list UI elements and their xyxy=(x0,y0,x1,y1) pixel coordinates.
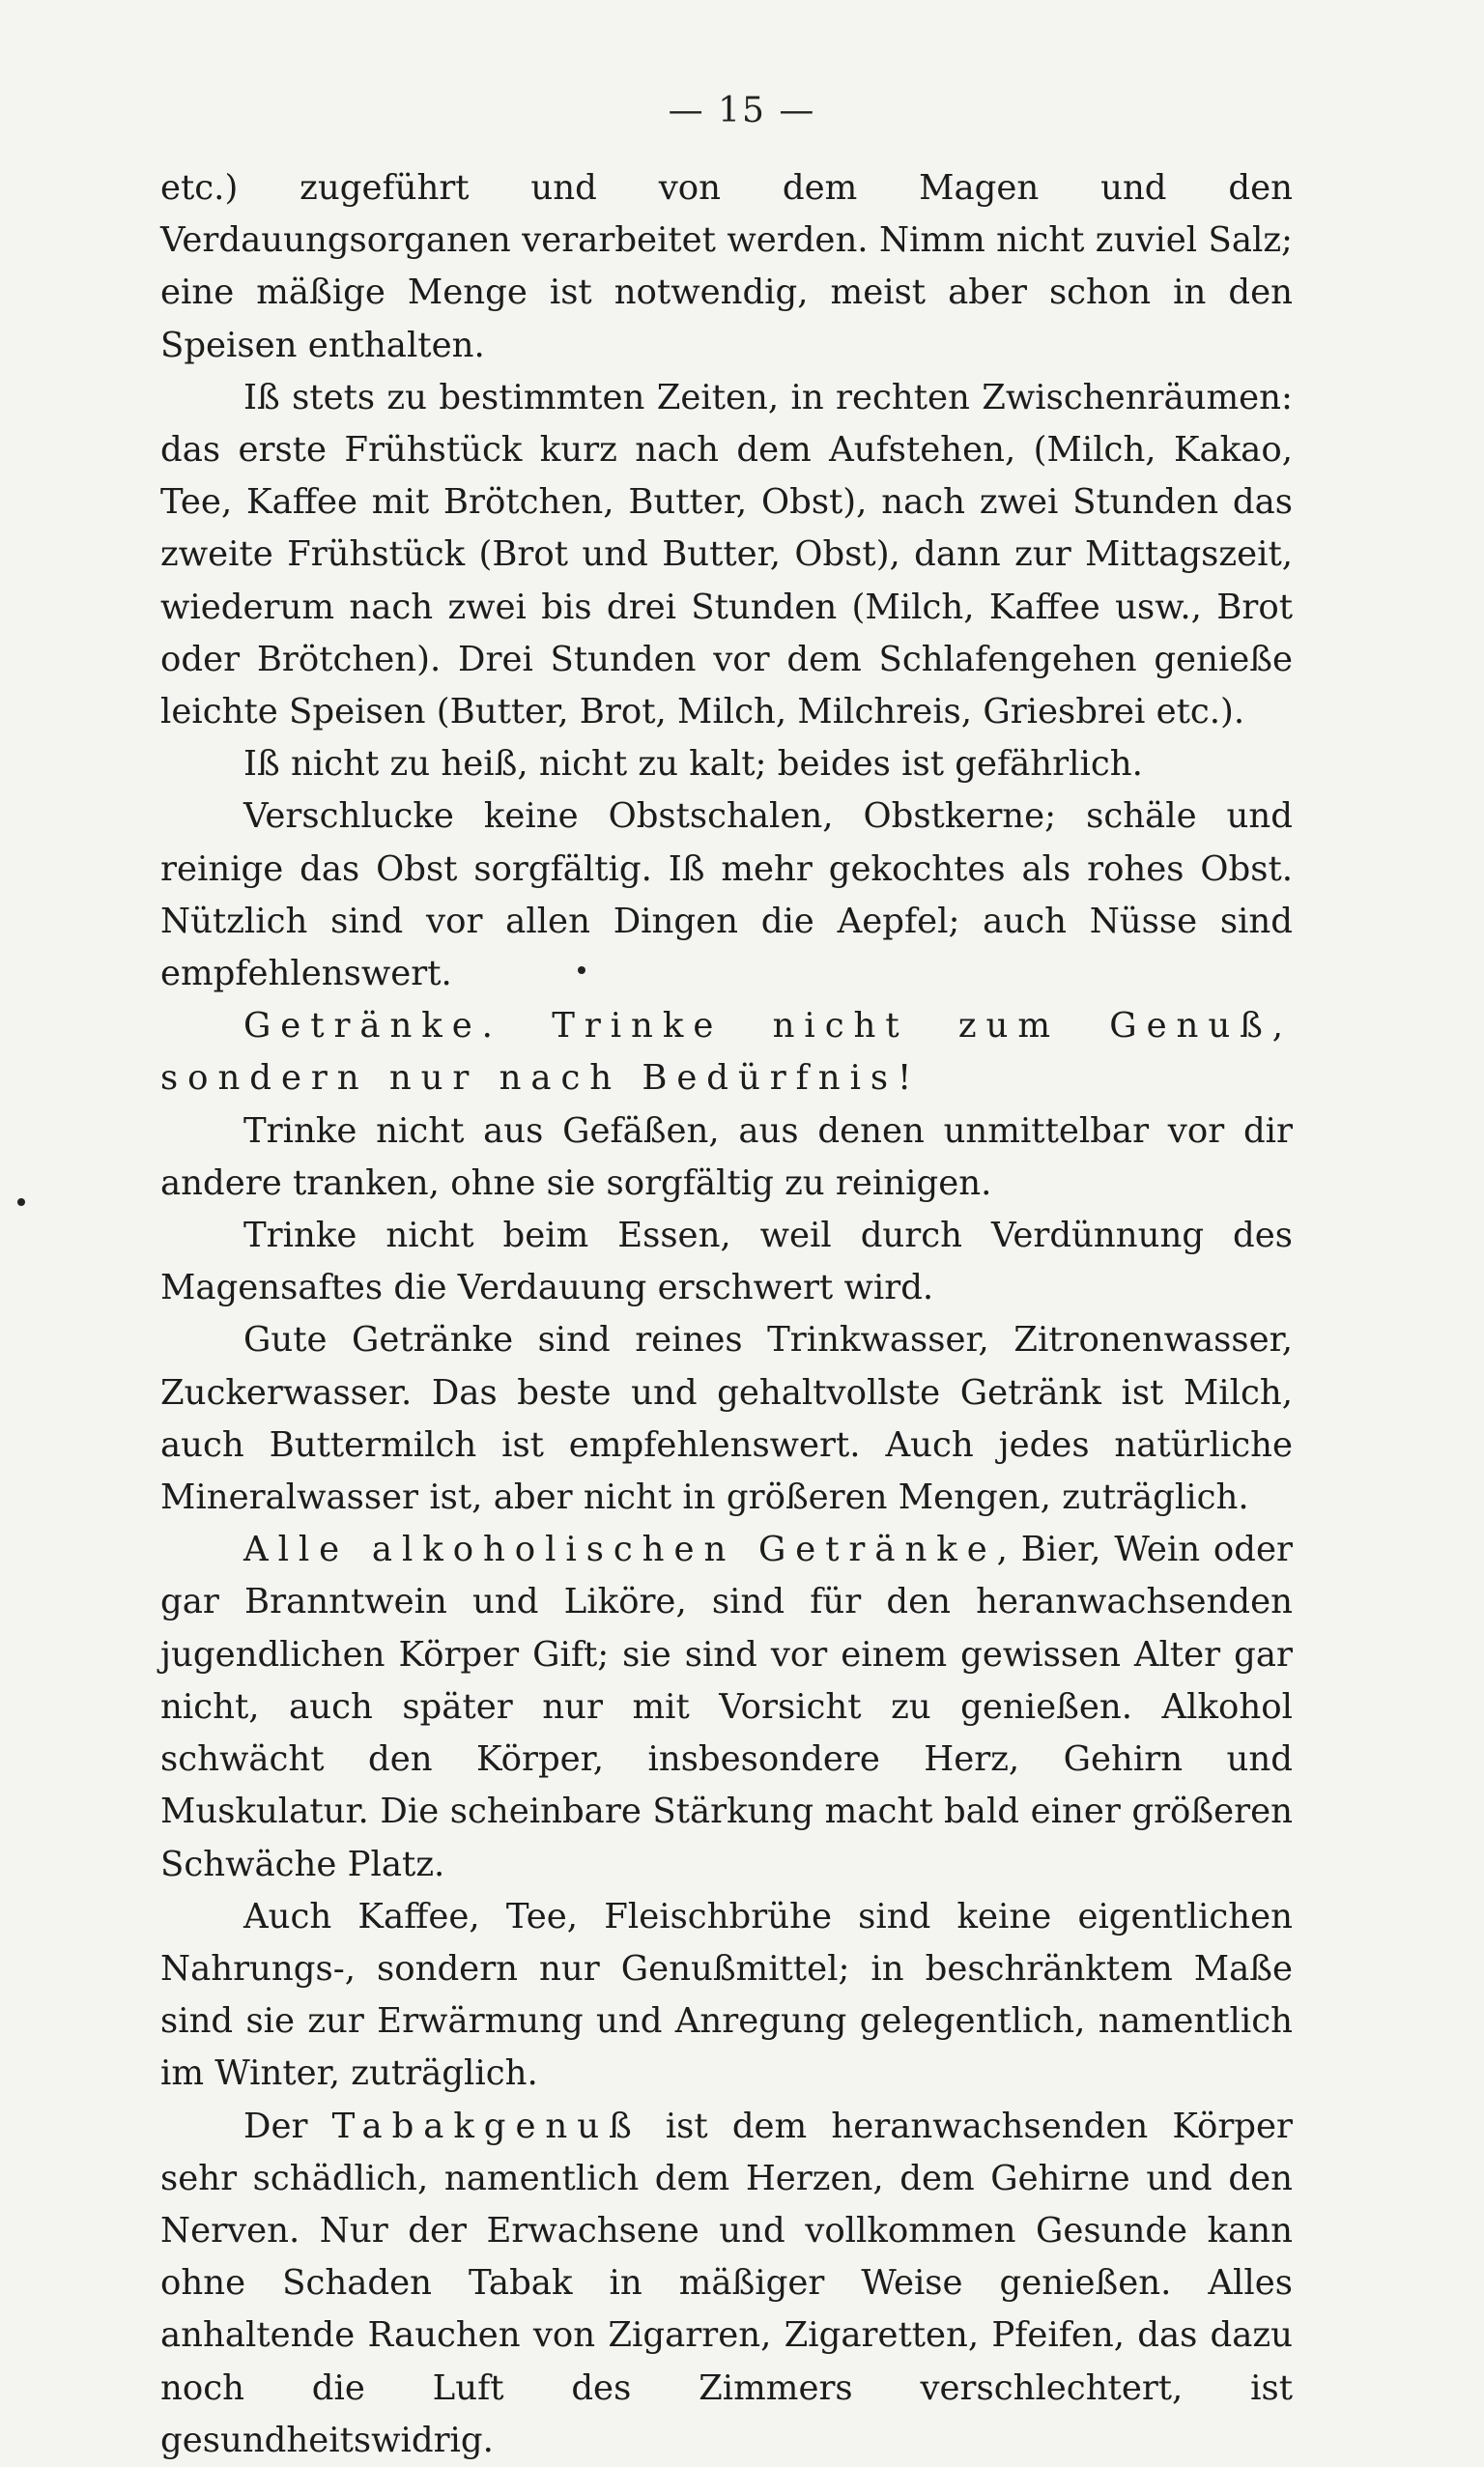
paragraph-text: ist dem heranwachsenden Körper sehr schädlich, namentlich dem Herzen, dem Gehirne und den Nerven. Nur der Erwachsene und vollkommen Gesunde kann ohne Schaden Tabak in mäßiger Weise genießen. Alles anhaltende Rauchen von Zigarren, Zigaretten, Pfeifen, das dazu noch die Luft des Zimmers verschlechtert, ist gesundheitswidrig. xyxy=(160,2106,1293,2460)
emphasized-heading: Getränke. Trinke nicht zum Genuß, sondern nur nach Bedürfnis! xyxy=(160,1006,1293,1099)
ink-speck xyxy=(578,966,585,974)
paragraph-2 xyxy=(160,372,1293,738)
paragraph-10 xyxy=(160,1891,1293,2101)
emphasized-phrase: Alle alkoholischen Getränke xyxy=(243,1530,997,1570)
ink-speck xyxy=(17,1198,25,1206)
paragraph-text: , Bier, Wein oder gar Branntwein und Liköre, sind für den heranwachsenden jugendlichen Körper Gift; sie sind vor einem gewissen Alter gar nicht, auch später nur mit Vorsicht zu genießen. Alkohol schwächt den Körper, insbesondere Herz, Gehirn und Muskulatur. Die scheinbare Stärkung macht bald einer größeren Schwäche Platz. xyxy=(160,1530,1294,1884)
paragraph-text: etc.) zugeführt und von dem Magen und den Verdauungsorganen verarbeitet werden. Nimm nicht zuviel Salz; eine mäßige Menge ist notwendig, meist aber schon in den Speisen enthalten. xyxy=(160,168,1293,365)
page-number: — 15 — xyxy=(668,91,816,130)
paragraph-8 xyxy=(160,1314,1293,1524)
paragraph-text: Iß nicht zu heiß, nicht zu kalt; beides ist gefährlich. xyxy=(243,744,1143,785)
paragraph-text: Trinke nicht aus Gefäßen, aus denen unmittelbar vor dir andere tranken, ohne sie sorgfältig zu reinigen. xyxy=(160,1110,1293,1203)
emphasized-word: Tabakgenuß xyxy=(331,2106,642,2146)
paragraph-3 xyxy=(160,738,1293,790)
paragraph-text: Gute Getränke sind reines Trinkwasser, Zitronenwasser, Zuckerwasser. Das beste und gehaltvollste Getränk ist Milch, auch Buttermilch ist empfehlenswert. Auch jedes natürliche Mineralwasser ist, aber nicht in größeren Mengen, zuträglich. xyxy=(160,1320,1293,1518)
paragraph-text: Der xyxy=(243,2106,332,2146)
paragraph-9 xyxy=(160,1524,1293,1890)
body-text xyxy=(160,162,1293,2467)
paragraph-text: Trinke nicht beim Essen, weil durch Verdünnung des Magensaftes die Verdauung erschwert wird. xyxy=(160,1216,1293,1308)
paragraph-11 xyxy=(160,2101,1293,2467)
paragraph-text: Auch Kaffee, Tee, Fleischbrühe sind keine eigentlichen Nahrungs-, sondern nur Genußmittel; in beschränktem Maße sind sie zur Erwärmung und Anregung gelegentlich, namentlich im Winter, zuträglich. xyxy=(160,1896,1293,2094)
paragraph-1 xyxy=(160,162,1293,372)
paragraph-text: Verschlucke keine Obstschalen, Obstkerne; schäle und reinige das Obst sorgfältig. Iß mehr gekochtes als rohes Obst. Nützlich sind vor allen Dingen die Aepfel; auch Nüsse sind empfehlenswert. xyxy=(160,796,1293,994)
paragraph-6 xyxy=(160,1105,1293,1210)
paragraph-text: Iß stets zu bestimmten Zeiten, in rechten Zwischenräumen: das erste Frühstück kurz nach dem Aufstehen, (Milch, Kakao, Tee, Kaffee mit Brötchen, Butter, Obst), nach zwei Stunden das zweite Frühstück (Brot und Butter, Obst), dann zur Mittagszeit, wiederum nach zwei bis drei Stunden (Milch, Kaffee usw., Brot oder Brötchen). Drei Stunden vor dem Schlafengehen genieße leichte Speisen (Butter, Brot, Milch, Milchreis, Griesbrei etc.). xyxy=(160,377,1293,732)
paragraph-5-heading xyxy=(160,1000,1293,1104)
paragraph-4 xyxy=(160,790,1293,1000)
paragraph-7 xyxy=(160,1210,1293,1314)
